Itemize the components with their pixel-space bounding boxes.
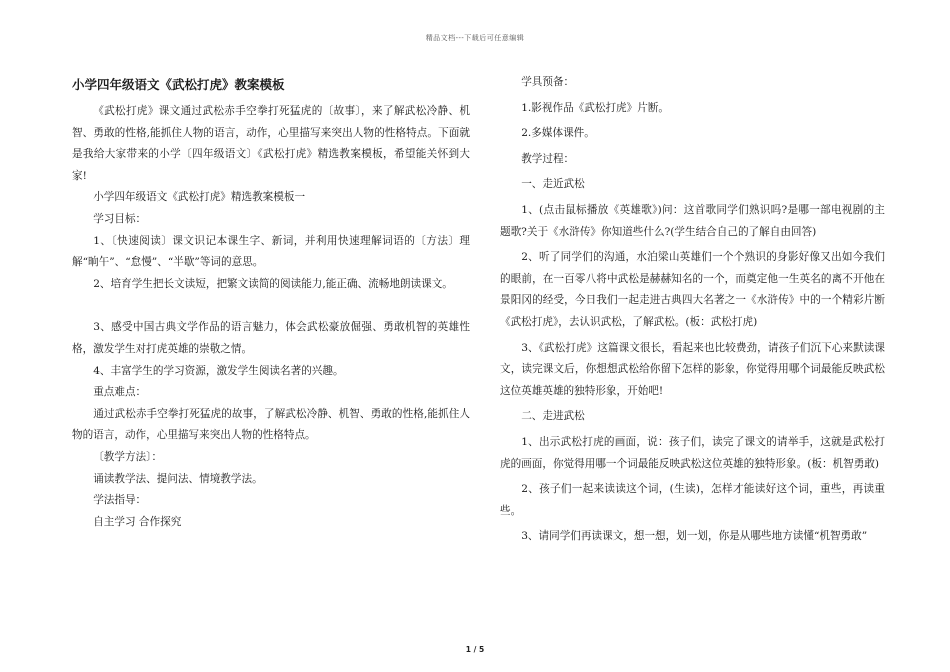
spacer	[72, 295, 470, 317]
goal-1: 1、〔快速阅读〕课文识记本课生字、新词，并利用快速理解词语的〔方法〕理解“晌午”、“怠慢”、“半歇”等词的意思。	[72, 234, 470, 269]
learning-method-label: 学法指导：	[93, 494, 147, 507]
goals-label: 学习目标：	[93, 212, 147, 225]
process-label: 教学过程：	[521, 152, 575, 165]
prep-item-2: 2.多媒体课件。	[521, 127, 595, 140]
section-1-heading: 一、走近武松	[521, 178, 585, 191]
subtitle: 小学四年级语文《武松打虎》精选教案模板一	[93, 191, 306, 204]
intro-paragraph: 《武松打虎》课文通过武松赤手空拳打死猛虎的〔故事〕，来了解武松冷静、机智、勇敢的性格,能抓住人物的语言，动作，心里描写来突出人物的性格特点。下面就是我给大家带来的小学〔四年级语文〕《武松打虎》精选教案模板，希望能关怀到大家!	[72, 105, 470, 182]
key-points-label: 重点难点：	[93, 386, 147, 399]
section-2-step-1: 1、出示武松打虎的画面，说：孩子们，读完了课文的请举手，这就是武松打虎的画面，你觉得用哪一个词最能反映武松这位英雄的独特形象。(板：机智勇敢)	[500, 435, 885, 470]
prep-item-1: 1.影视作品《武松打虎》片断。	[521, 101, 670, 114]
section-2-step-3: 3、请同学们再读课文，想一想，划一划，你是从哪些地方读懂“机智勇敢”	[521, 530, 868, 543]
left-column	[72, 72, 470, 533]
section-2-step-2: 2、孩子们一起来读读这个词，(生读)，怎样才能读好这个词，重些，再读重些。	[500, 483, 885, 517]
key-points-text: 通过武松赤手空拳打死猛虎的故事，了解武松冷静、机智、勇敢的性格,能抓住人物的语言，动作，心里描写来突出人物的性格特点。	[72, 407, 470, 442]
goal-2: 2、培育学生把长文读短，把繁文读简的阅读能力,能正确、流畅地朗读课文。	[93, 277, 453, 290]
teaching-method-text: 诵读教学法、提问法、情境教学法。	[93, 472, 263, 485]
teaching-method-label: 〔教学方法〕：	[93, 450, 163, 463]
section-1-step-2: 2、听了同学们的沟通，水泊梁山英雄们一个个熟识的身影好像又出如今我们的眼前，在一百零八将中武松是赫赫知名的一个，而奠定他一生英名的离不开他在景阳冈的经受，今日我们一起走进古典四大名著之一《水浒传》中的一个精彩片断《武松打虎》，去认识武松，了解武松。(板：武松打虎)	[500, 251, 885, 328]
learning-method-text: 自主学习 合作探究	[93, 515, 182, 528]
document-title: 小学四年级语文《武松打虎》教案模板	[72, 77, 285, 92]
prep-label: 学具预备：	[521, 76, 575, 88]
section-1-step-3: 3、《武松打虎》这篇课文很长，看起来也比较费劲，请孩子们沉下心来默读课文，读完课文后，你想想武松给你留下怎样的影象，你觉得用哪个词最能反映武松这位英雄英雄的独特形象，开始吧!	[500, 341, 885, 397]
goal-4: 4、丰富学生的学习资源，激发学生阅读名著的兴趣。	[93, 364, 344, 377]
page-header-note: 精品文档---下载后可任意编辑	[425, 34, 525, 42]
page-number: 1 / 5	[465, 645, 485, 654]
goal-3: 3、感受中国古典文学作品的语言魅力，体会武松豪放倔强、勇敢机智的英雄性格，激发学生对打虎英雄的崇敬之情。	[72, 321, 470, 355]
section-2-heading: 二、走进武松	[521, 410, 585, 423]
section-1-step-1: 1、(点击鼠标播放《英雄歌》)问：这首歌同学们熟识吗?是哪一部电视剧的主题歌?关于《水浒传》你知道些什么?(学生结合自己的了解自由回答)	[500, 203, 885, 238]
right-column	[500, 72, 885, 548]
